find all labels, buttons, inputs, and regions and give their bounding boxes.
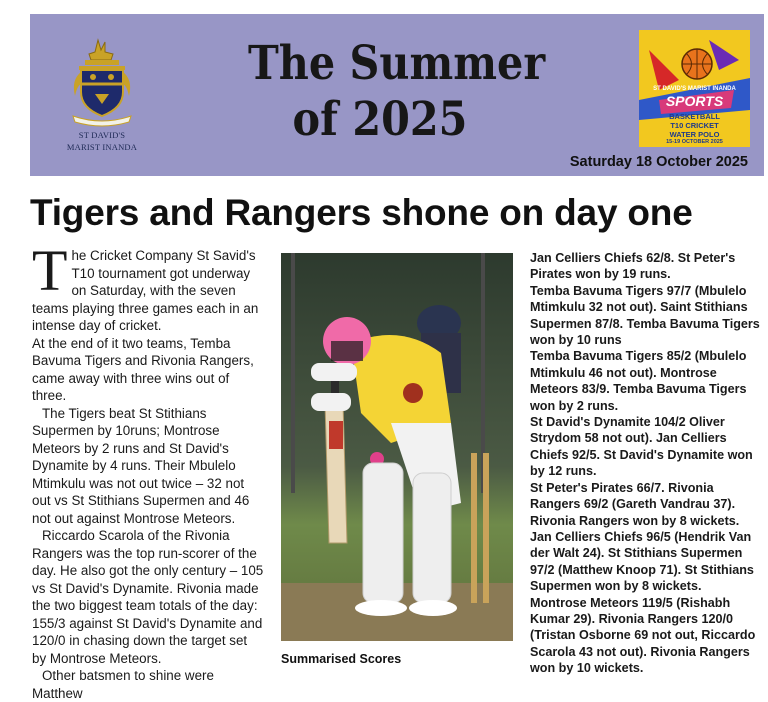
poster-waterpolo-text: WATER POLO [669,130,720,139]
article-body-column [32,238,264,702]
article-paragraph: The Cricket Company St Savid's T10 tournament got underway on Saturday, with the seven teams playing three games each in an intense day of cricket. [32,238,259,333]
school-name-line-2: MARIST INANDA [66,142,138,152]
school-name-line-1: ST DAVID'S [78,130,126,140]
score-entry: Temba Bavuma Tigers 97/7 (Mbulelo Mtimkulu 32 not out). Saint Stithians Supermen 87/8. Temba Bavuma Tigers won by 10 runs [530,283,760,348]
title-line-2: of 2025 [292,92,468,147]
issue-date: Saturday 18 October 2025 [569,154,748,170]
poster-basketball-text: BASKETBALL [669,112,720,121]
poster-sports-text: SPORTS [665,93,724,109]
poster-dates-text: 15-19 OCTOBER 2025 [666,139,723,145]
title-line-1: The Summer [248,36,546,91]
cricket-batter-photo [281,253,513,641]
score-entry: Temba Bavuma Tigers 85/2 (Mbulelo Mtimkulu 46 not out). Montrose Meteors 83/9. Temba Bavuma Tigers won by 2 runs. [530,349,747,413]
poster-school-text: ST DAVID'S MARIST INANDA [653,86,736,92]
scores-column [530,250,764,677]
school-crest-block [54,36,150,152]
drop-cap: T [32,238,68,303]
score-entry: Montrose Meteors 119/5 (Rishabh Kumar 29). Rivonia Rangers 120/0 (Tristan Osborne 69 not out, Riccardo Scarola 43 not out). Rivonia Rangers won by 10 wickets. [530,595,756,676]
masthead-banner [30,14,764,176]
article-paragraph: At the end of it two teams, Temba Bavuma Tigers and Rivonia Rangers, came away with three wins out of three. [32,335,254,403]
batter-photo-illustration [281,253,513,641]
photo-caption: Summarised Scores [281,652,402,666]
poster-cricket-text: T10 CRICKET [670,121,719,130]
sports-festival-poster [639,30,750,147]
newsletter-title [248,36,546,148]
school-crest-icon [67,36,137,128]
article-paragraph: The Tigers beat St Stithians Supermen by 10runs; Montrose Meteors by 2 runs and St David's Dynamite by 4 runs. Their Mbulelo Mtimkulu was not out twice – 32 not out vs St Stithians Supermen and 46 not out against Montrose Meteors. [32,405,250,526]
article-headline: Tigers and Rangers shone on day one [30,192,693,233]
score-entry: Jan Celliers Chiefs 96/5 (Hendrik Van der Walt 24). St Stithians Supermen 97/2 (Matthew Knoop 71). St Stithians Supermen won by 8 wickets. [530,529,754,594]
score-entry: Jan Celliers Chiefs 62/8. St Peter's Pirates won by 19 runs. [530,251,736,282]
article-paragraph: Other batsmen to shine were Matthew [32,668,214,701]
score-entry: St David's Dynamite 104/2 Oliver Strydom 58 not out). Jan Celliers Chiefs 92/5. St David's Dynamite won by 12 runs. [530,415,753,479]
article-paragraph: Riccardo Scarola of the Rivonia Rangers was the top run-scorer of the day. He also got the only century – 105 vs St David's Dynamite. Rivonia made the two biggest team totals of the day: 155/3 against St David's Dynamite and 120/0 in chasing down the target set by Montrose Meteors. [32,528,264,666]
score-entry: St Peter's Pirates 66/7. Rivonia Rangers 69/2 (Gareth Vandrau 37). Rivonia Rangers won by 8 wickets. [530,480,740,528]
